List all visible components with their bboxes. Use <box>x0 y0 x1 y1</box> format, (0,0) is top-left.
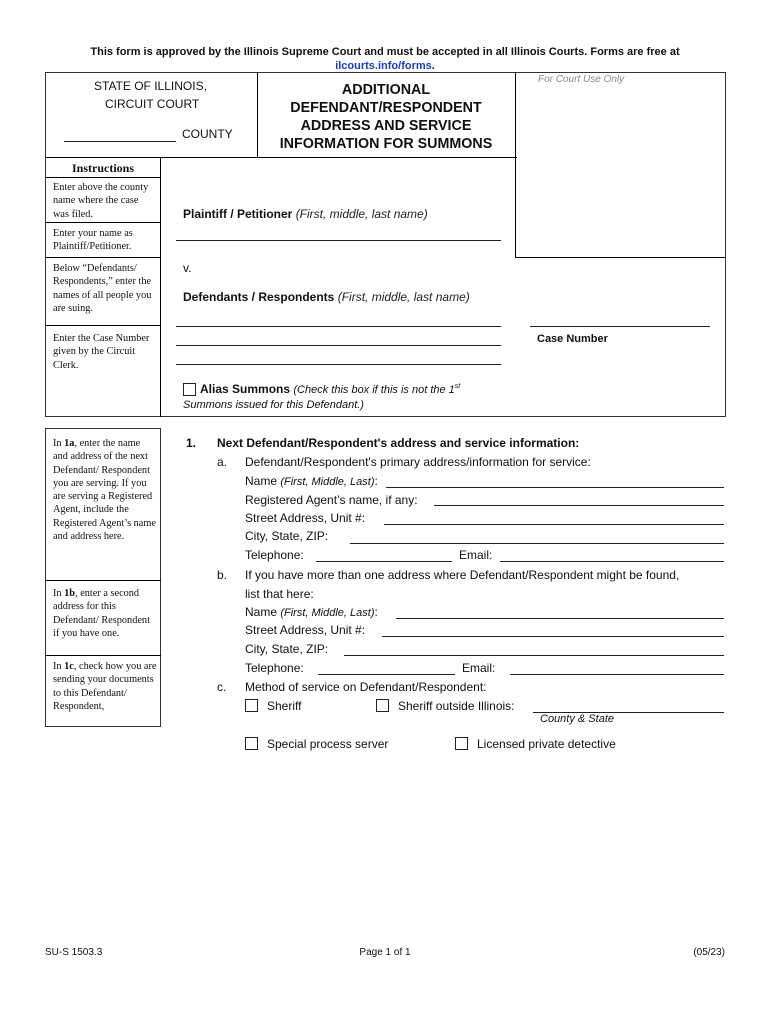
sheriff-checkbox[interactable] <box>245 699 258 712</box>
circuit-court-label: CIRCUIT COURT <box>105 97 200 111</box>
b-city-field[interactable] <box>344 655 724 656</box>
b-street-field[interactable] <box>382 636 724 637</box>
item-c-text: Method of service on Defendant/Respondent: <box>245 680 487 694</box>
item-a-text: Defendant/Respondent's primary address/information for service: <box>245 455 591 469</box>
a-agent-label: Registered Agent’s name, if any: <box>245 493 418 507</box>
plaintiff-label: Plaintiff / Petitioner (First, middle, last name) <box>183 207 428 221</box>
plaintiff-name-line[interactable] <box>176 240 501 241</box>
section1-heading: Next Defendant/Respondent's address and service information: <box>217 436 580 450</box>
special-process-checkbox[interactable] <box>245 737 258 750</box>
a-phone-field[interactable] <box>316 561 452 562</box>
page-number: Page 1 of 1 <box>359 947 411 958</box>
state-label: STATE OF ILLINOIS, <box>94 79 207 93</box>
a-name-field[interactable] <box>386 487 724 488</box>
b-phone-label: Telephone: <box>245 661 304 675</box>
approval-notice-link-line: ilcourts.info/forms. <box>335 60 435 72</box>
revision-date: (05/23) <box>693 947 725 958</box>
private-detective-label: Licensed private detective <box>477 737 616 751</box>
form-id: SU-S 1503.3 <box>45 947 103 958</box>
a-street-field[interactable] <box>384 524 724 525</box>
a-city-label: City, State, ZIP: <box>245 529 329 543</box>
alias-summons-label: Alias Summons (Check this box if this is not the 1st <box>200 382 461 396</box>
county-state-hint: County & State <box>540 713 614 725</box>
b-email-label: Email: <box>462 661 496 675</box>
instruction-defendants: Below “Defendants/ Respondents,” enter the names of all people you are suing. <box>53 263 152 314</box>
special-process-label: Special process server <box>267 737 389 751</box>
item-b-letter: b. <box>217 568 228 582</box>
alias-summons-checkbox[interactable] <box>183 383 196 396</box>
form-title: ADDITIONAL DEFENDANT/RESPONDENT ADDRESS AND SERVICE INFORMATION FOR SUMMONS <box>279 82 493 152</box>
private-detective-checkbox[interactable] <box>455 737 468 750</box>
alias-summons-hint: Summons issued for this Defendant.) <box>183 399 364 411</box>
item-b-text-1: If you have more than one address where Defendant/Respondent might be found, <box>245 568 680 582</box>
defendant-name-line-2[interactable] <box>176 345 501 346</box>
sheriff-outside-checkbox[interactable] <box>376 699 389 712</box>
sheriff-outside-label: Sheriff outside Illinois: <box>398 699 515 713</box>
instruction-plaintiff: Enter your name as Plaintiff/Petitioner. <box>53 228 133 253</box>
approval-notice: This form is approved by the Illinois Supreme Court and must be accepted in all Illinois Courts. Forms are free at <box>90 46 680 58</box>
defendant-name-line-1[interactable] <box>176 326 501 327</box>
b-name-field[interactable] <box>396 618 724 619</box>
b-phone-field[interactable] <box>318 674 455 675</box>
instruction-1a: In 1a, enter the name and address of the next Defendant/ Respondent you are serving. If you are serving a Registered Agent, include the Registered Agent’s name and address here. <box>53 438 156 543</box>
item-a-letter: a. <box>217 455 228 469</box>
instruction-1b: In 1b, enter a second address for this Defendant/ Respondent if you have one. <box>53 588 150 639</box>
b-city-label: City, State, ZIP: <box>245 642 329 656</box>
a-phone-label: Telephone: <box>245 548 304 562</box>
forms-link[interactable]: ilcourts.info/forms <box>335 60 432 72</box>
a-name-label: Name (First, Middle, Last): <box>245 474 378 488</box>
a-agent-field[interactable] <box>434 505 724 506</box>
sheriff-label: Sheriff <box>267 699 302 713</box>
b-name-label: Name (First, Middle, Last): <box>245 605 378 619</box>
a-email-label: Email: <box>459 548 493 562</box>
item-c-letter: c. <box>217 680 227 694</box>
defendants-label: Defendants / Respondents (First, middle, last name) <box>183 290 470 304</box>
versus-label: v. <box>183 261 192 275</box>
instructions-heading: Instructions <box>71 161 134 175</box>
case-number-line[interactable] <box>530 326 710 327</box>
instruction-county: Enter above the county name where the case was filed. <box>53 182 149 220</box>
instruction-1c: In 1c, check how you are sending your documents to this Defendant/ Respondent, <box>53 661 157 712</box>
a-street-label: Street Address, Unit #: <box>245 511 366 525</box>
b-email-field[interactable] <box>510 674 724 675</box>
county-input-line[interactable] <box>64 141 176 142</box>
court-use-label: For Court Use Only <box>538 74 625 85</box>
defendant-name-line-3[interactable] <box>176 364 501 365</box>
a-city-field[interactable] <box>350 543 724 544</box>
case-number-label: Case Number <box>537 333 608 345</box>
instruction-case-number: Enter the Case Number given by the Circuit Clerk. <box>53 333 150 371</box>
section1-number: 1. <box>186 436 197 450</box>
b-street-label: Street Address, Unit #: <box>245 623 366 637</box>
item-b-text-2: list that here: <box>245 587 314 601</box>
county-label: COUNTY <box>182 127 233 141</box>
a-email-field[interactable] <box>500 561 724 562</box>
